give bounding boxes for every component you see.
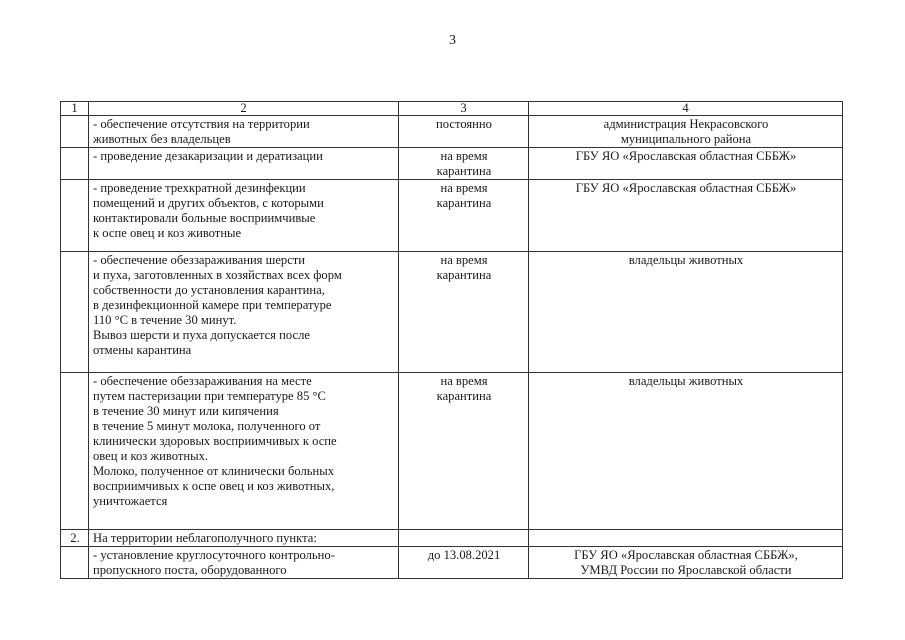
term-cell-line: карантина (436, 164, 492, 178)
term-cell (399, 116, 529, 148)
responsible-cell (529, 148, 843, 180)
header-cell-4: 4 (529, 102, 843, 116)
responsible-cell-line: муниципального района (620, 132, 752, 146)
table-row (61, 180, 843, 252)
measure-cell-line: - проведение трехкратной дезинфекции (93, 181, 306, 195)
responsible-cell-line: владельцы животных (628, 253, 744, 267)
measure-cell-line: пропускного поста, оборудованного (93, 563, 287, 577)
measure-cell-line: отмены карантина (93, 343, 192, 357)
measure-cell-line: На территории неблагополучного пункта: (93, 531, 317, 545)
term-cell (399, 252, 529, 373)
measure-cell-line: Молоко, полученное от клинически больных (93, 464, 335, 478)
term-cell (399, 530, 529, 547)
measure-cell-line: и пуха, заготовленных в хозяйствах всех форм (93, 268, 342, 282)
measure-cell-line: - обеспечение отсутствия на территории (93, 117, 310, 131)
measure-cell (89, 180, 399, 252)
measure-cell-line: - обеспечение обеззараживания на месте (93, 374, 312, 388)
measure-cell-line: уничтожается (93, 494, 168, 508)
responsible-cell-line: ГБУ ЯО «Ярославская областная СББЖ», (574, 548, 798, 562)
responsible-cell (529, 547, 843, 579)
measure-cell-line: - установление круглосуточного контрольно- (93, 548, 335, 562)
row-number-cell (61, 252, 89, 373)
term-cell (399, 547, 529, 579)
term-cell-line: карантина (436, 196, 492, 210)
responsible-cell (529, 530, 843, 547)
measure-cell (89, 547, 399, 579)
responsible-cell-line: ГБУ ЯО «Ярославская областная СББЖ» (575, 181, 797, 195)
measures-table (60, 101, 843, 579)
table-row (61, 252, 843, 373)
row-number-cell (61, 373, 89, 530)
responsible-cell (529, 252, 843, 373)
table-row (61, 547, 843, 579)
term-cell-line: постоянно (436, 117, 492, 131)
responsible-cell-line: УМВД России по Ярославской области (580, 563, 792, 577)
measure-cell-line: собственности до установления карантина, (93, 283, 325, 297)
responsible-cell (529, 116, 843, 148)
measure-cell-line: в течение 5 минут молока, полученного от (93, 419, 321, 433)
measure-cell-line: в течение 30 минут или кипячения (93, 404, 279, 418)
responsible-cell-line: ГБУ ЯО «Ярославская областная СББЖ» (575, 149, 797, 163)
term-cell-line: на время (440, 181, 488, 195)
responsible-cell-line: владельцы животных (628, 374, 744, 388)
measure-cell (89, 373, 399, 530)
measure-cell-line: помещений и других объектов, с которыми (93, 196, 324, 210)
measure-cell-line: - обеспечение обеззараживания шерсти (93, 253, 306, 267)
page-number: 3 (449, 33, 456, 48)
measure-cell (89, 252, 399, 373)
term-cell (399, 180, 529, 252)
responsible-cell (529, 373, 843, 530)
measure-cell-line: - проведение дезакаризации и дератизации (93, 149, 323, 163)
responsible-cell (529, 180, 843, 252)
measure-cell-line: в дезинфекционной камере при температуре (93, 298, 332, 312)
measure-cell-line: 110 °С в течение 30 минут. (93, 313, 237, 327)
measure-cell (89, 116, 399, 148)
header-cell-2: 2 (89, 102, 399, 116)
measure-cell-line: контактировали больные восприимчивые (93, 211, 316, 225)
measure-cell-line: животных без владельцев (93, 132, 231, 146)
measure-cell-line: клинически здоровых восприимчивых к оспе (93, 434, 337, 448)
responsible-cell-line: администрация Некрасовского (603, 117, 769, 131)
header-cell-3: 3 (399, 102, 529, 116)
table-row (61, 373, 843, 530)
table-row (61, 148, 843, 180)
measure-cell-line: овец и коз животных. (93, 449, 209, 463)
term-cell-line: до 13.08.2021 (427, 548, 501, 562)
table-row (61, 116, 843, 148)
term-cell-line: на время (440, 149, 488, 163)
term-cell-line: на время (440, 253, 488, 267)
measure-cell (89, 530, 399, 547)
row-number-cell (61, 116, 89, 148)
term-cell-line: на время (440, 374, 488, 388)
measure-cell-line: Вывоз шерсти и пуха допускается после (93, 328, 310, 342)
table-header-row (61, 102, 843, 116)
measure-cell-line: путем пастеризации при температуре 85 °С (93, 389, 326, 403)
measure-cell-line: к оспе овец и коз животные (93, 226, 242, 240)
measure-cell (89, 148, 399, 180)
measure-cell-line: восприимчивых к оспе овец и коз животных, (93, 479, 335, 493)
term-cell (399, 373, 529, 530)
row-number-cell (61, 148, 89, 180)
row-number-cell (61, 547, 89, 579)
term-cell-line: карантина (436, 389, 492, 403)
term-cell-line: карантина (436, 268, 492, 282)
term-cell (399, 148, 529, 180)
table-row (61, 530, 843, 547)
row-number-cell: 2. (61, 530, 89, 547)
row-number-cell (61, 180, 89, 252)
header-cell-1: 1 (61, 102, 89, 116)
